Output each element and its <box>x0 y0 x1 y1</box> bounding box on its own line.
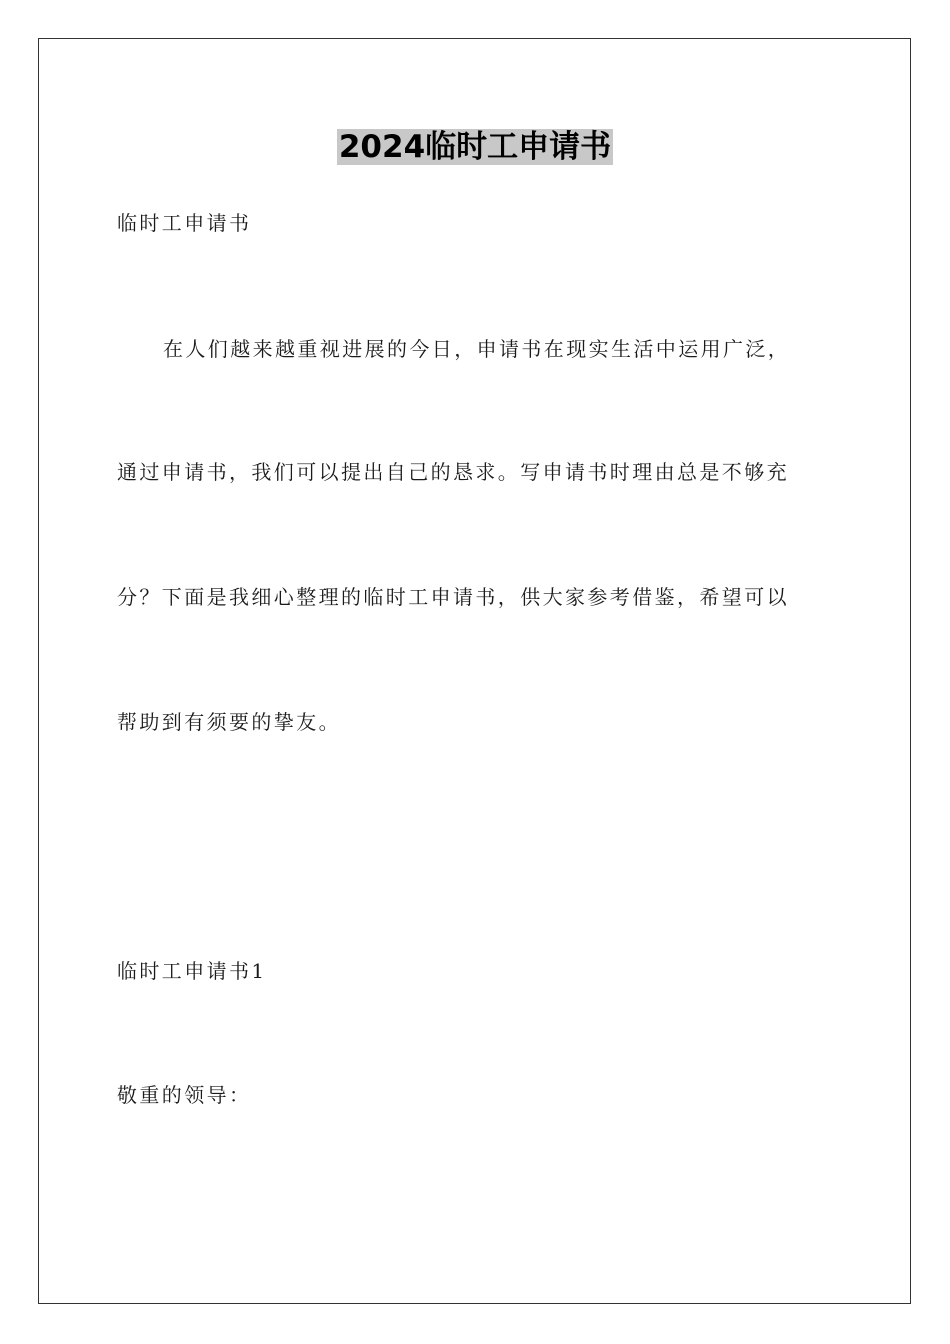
document-title <box>0 126 950 168</box>
document-title-text: 2024临时工申请书 <box>338 129 612 165</box>
intro-line-4: 帮助到有须要的挚友。 <box>117 710 341 734</box>
intro-line-3: 分？下面是我细心整理的临时工申请书，供大家参考借鉴，希望可以 <box>117 585 789 609</box>
section-heading: 临时工申请书1 <box>117 959 267 983</box>
intro-line-1: 在人们越来越重视进展的今日，申请书在现实生活中运用广泛， <box>163 337 791 361</box>
salutation: 敬重的领导： <box>117 1083 252 1107</box>
intro-line-2: 通过申请书，我们可以提出自己的恳求。写申请书时理由总是不够充 <box>117 460 789 484</box>
document-subtitle: 临时工申请书 <box>117 211 252 235</box>
